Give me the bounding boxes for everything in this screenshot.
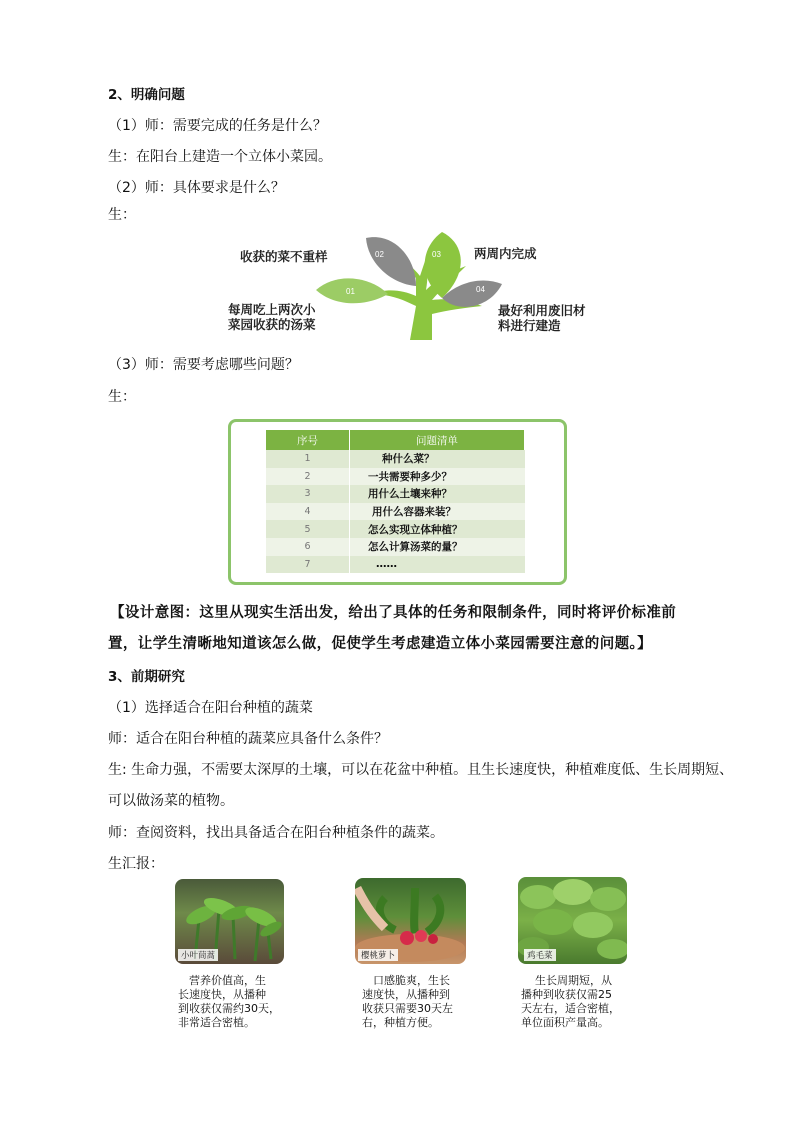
veg-desc-3 — [521, 974, 620, 1030]
leaf-num-04: 04 — [476, 285, 485, 294]
section-heading-3: 3、前期研究 — [108, 669, 185, 685]
veg-desc-1-line3: 到收获仅需约30天， — [178, 1002, 280, 1015]
tree-label-04-line2: 料进行建造 — [498, 318, 561, 333]
row-no: 7 — [266, 556, 350, 574]
veg-desc-2-line4: 右，种植方便。 — [362, 1016, 439, 1029]
veg-desc-1-line2: 长速度快，从播种 — [178, 988, 266, 1001]
question-2: （2）师：具体要求是什么？ — [108, 180, 285, 196]
table-row — [266, 485, 525, 503]
table-header-no: 序号 — [266, 430, 350, 450]
row-item: 一共需要种多少？ — [350, 468, 525, 486]
answer-3: 生： — [108, 389, 136, 405]
requirements-tree-figure — [220, 228, 620, 343]
leaf-num-01: 01 — [346, 287, 355, 296]
table-row — [266, 556, 525, 574]
photo-bok-choy — [518, 877, 627, 964]
row-item: …… — [350, 556, 525, 574]
issue-table — [266, 430, 525, 573]
tree-label-01-line1: 每周吃上两次小 — [228, 302, 316, 317]
student-answer-line2: 可以做汤菜的植物。 — [108, 793, 234, 809]
row-no: 1 — [266, 450, 350, 468]
table-row — [266, 468, 525, 486]
tree-label-01-line2: 菜园收获的汤菜 — [228, 317, 316, 332]
veg-name-3: 鸡毛菜 — [524, 949, 556, 961]
answer-2: 生： — [108, 207, 136, 223]
veg-desc-3-line1: 生长周期短，从 — [535, 974, 612, 987]
answer-1: 生：在阳台上建造一个立体小菜园。 — [108, 149, 332, 165]
veg-desc-1 — [178, 974, 280, 1030]
row-item: 怎么计算汤菜的量？ — [350, 538, 525, 556]
table-row — [266, 538, 525, 556]
design-intent-line2: 置，让学生清晰地知道该怎么做，促使学生考虑建造立体小菜园需要注意的问题。】 — [108, 635, 653, 652]
row-no: 2 — [266, 468, 350, 486]
table-row — [266, 503, 525, 521]
row-item: 种什么菜？ — [350, 450, 525, 468]
tree-label-03: 两周内完成 — [474, 246, 537, 261]
veg-desc-3-line4: 单位面积产量高。 — [521, 1016, 609, 1029]
veg-desc-1-line4: 非常适合密植。 — [178, 1016, 255, 1029]
veg-desc-2-line1: 口感脆爽，生长 — [373, 974, 450, 987]
row-no: 5 — [266, 520, 350, 538]
photo-crown-daisy — [175, 879, 284, 964]
tree-label-04-line1: 最好利用废旧材 — [498, 303, 586, 318]
leaf-02-graphic — [366, 237, 416, 286]
veg-desc-2-line2: 速度快，从播种到 — [362, 988, 450, 1001]
table-header-issues: 问题清单 — [350, 430, 525, 450]
student-answer-line1: 生: 生命力强，不需要太深厚的土壤，可以在花盆中种植。且生长速度快，种植难度低、生长周期短、 — [108, 762, 734, 778]
question-3: （3）师：需要考虑哪些问题？ — [108, 357, 299, 373]
veg-desc-3-line2: 播种到收获仅需25 — [521, 988, 612, 1001]
row-no: 3 — [266, 485, 350, 503]
table-row — [266, 520, 525, 538]
veg-desc-2 — [362, 974, 453, 1030]
row-item: 怎么实现立体种植？ — [350, 520, 525, 538]
subsection-1: （1）选择适合在阳台种植的蔬菜 — [108, 700, 313, 716]
leaf-num-03: 03 — [432, 250, 441, 259]
photo-cherry-radish — [355, 878, 466, 964]
row-item: 用什么土壤来种？ — [350, 485, 525, 503]
leaf-num-02: 02 — [375, 250, 384, 259]
section-heading-2: 2、明确问题 — [108, 87, 185, 103]
tree-label-02: 收获的菜不重样 — [240, 249, 328, 264]
question-1: （1）师：需要完成的任务是什么？ — [108, 118, 327, 134]
veg-desc-3-line3: 天左右，适合密植， — [521, 1002, 620, 1015]
row-no: 6 — [266, 538, 350, 556]
veg-desc-2-line3: 收获只需要30天左 — [362, 1002, 453, 1015]
row-no: 4 — [266, 503, 350, 521]
student-report-label: 生汇报： — [108, 856, 164, 872]
veg-desc-1-line1: 营养价值高，生 — [189, 974, 266, 987]
design-intent-line1: 【设计意图：这里从现实生活出发，给出了具体的任务和限制条件，同时将评价标准前 — [110, 604, 677, 621]
veg-name-1: 小叶茼蒿 — [178, 949, 218, 961]
teacher-question-2: 师：查阅资料，找出具备适合在阳台种植条件的蔬菜。 — [108, 825, 444, 841]
table-row — [266, 450, 525, 468]
row-item: 用什么容器来装？ — [350, 503, 525, 521]
teacher-question-1: 师：适合在阳台种植的蔬菜应具备什么条件？ — [108, 731, 388, 747]
veg-name-2: 樱桃萝卜 — [358, 949, 398, 961]
